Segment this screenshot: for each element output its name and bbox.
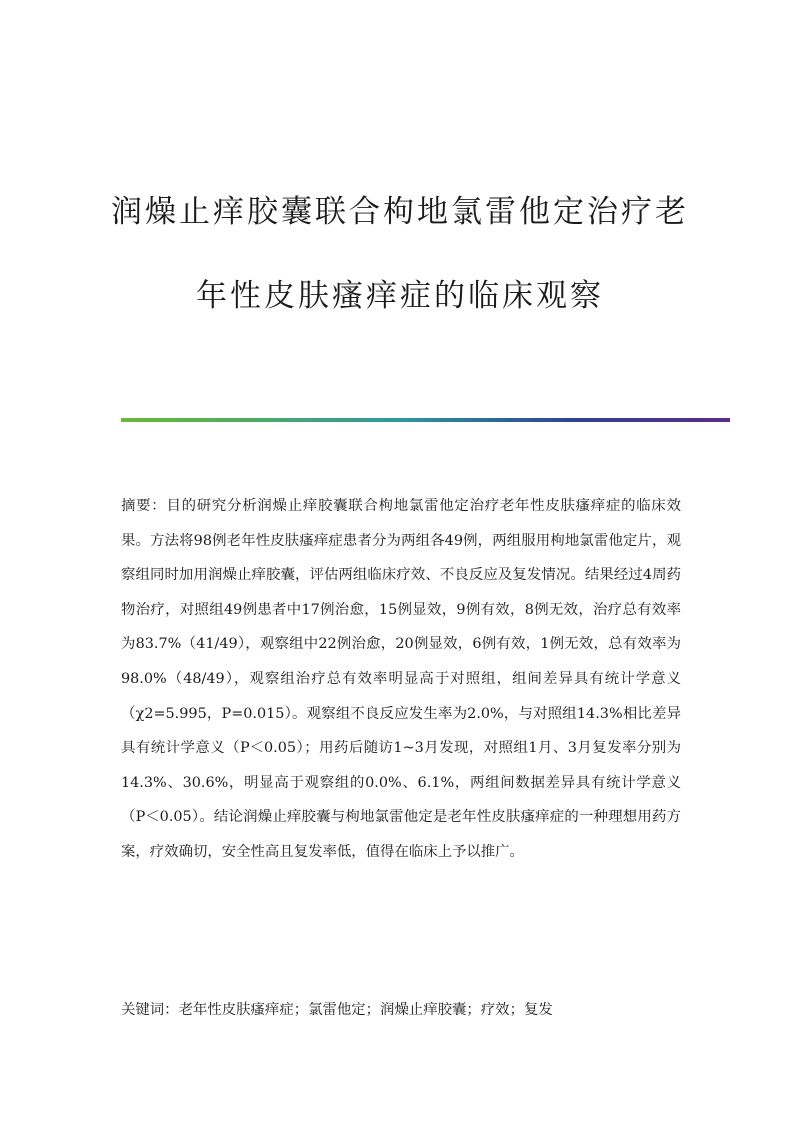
paper-title-line-1: 润燥止痒胶囊联合枸地氯雷他定治疗老 <box>111 194 689 230</box>
abstract <box>121 489 681 870</box>
paper-title-line-2: 年性皮肤瘙痒症的临床观察 <box>196 278 604 314</box>
abstract-label: 摘要： <box>121 498 167 514</box>
title-divider <box>121 418 730 422</box>
abstract-text: 目的研究分析润燥止痒胶囊联合枸地氯雷他定治疗老年性皮肤瘙痒症的临床效果。方法将98例老年性皮肤瘙痒症患者分为两组各49例，两组服用枸地氯雷他定片，观察组同时加用润燥止痒胶囊，评估两组临床疗效、不良反应及复发情况。结果经过4周药物治疗，对照组49例患者中17例治愈，15例显效，9例有效，8例无效，治疗总有效率为83.7%（41/49），观察组中22例治愈，20例显效，6例有效，1例无效，总有效率为98.0%（48/49），观察组治疗总有效率明显高于对照组，组间差异具有统计学意义（χ2=5.995，P=0.015）。观察组不良反应发生率为2.0%，与对照组14.3%相比差异具有统计学意义（P＜0.05）；用药后随访1~3月发现，对照组1月、3月复发率分别为14.3%、30.6%，明显高于观察组的0.0%、6.1%，两组间数据差异具有统计学意义（P＜0.05）。结论润燥止痒胶囊与枸地氯雷他定是老年性皮肤瘙痒症的一种理想用药方案，疗效确切，安全性高且复发率低，值得在临床上予以推广。 <box>121 498 681 860</box>
keywords <box>121 993 681 1027</box>
keywords-text: 老年性皮肤瘙痒症；氯雷他定；润燥止痒胶囊；疗效；复发 <box>178 1002 553 1018</box>
keywords-label: 关键词： <box>121 1002 179 1018</box>
